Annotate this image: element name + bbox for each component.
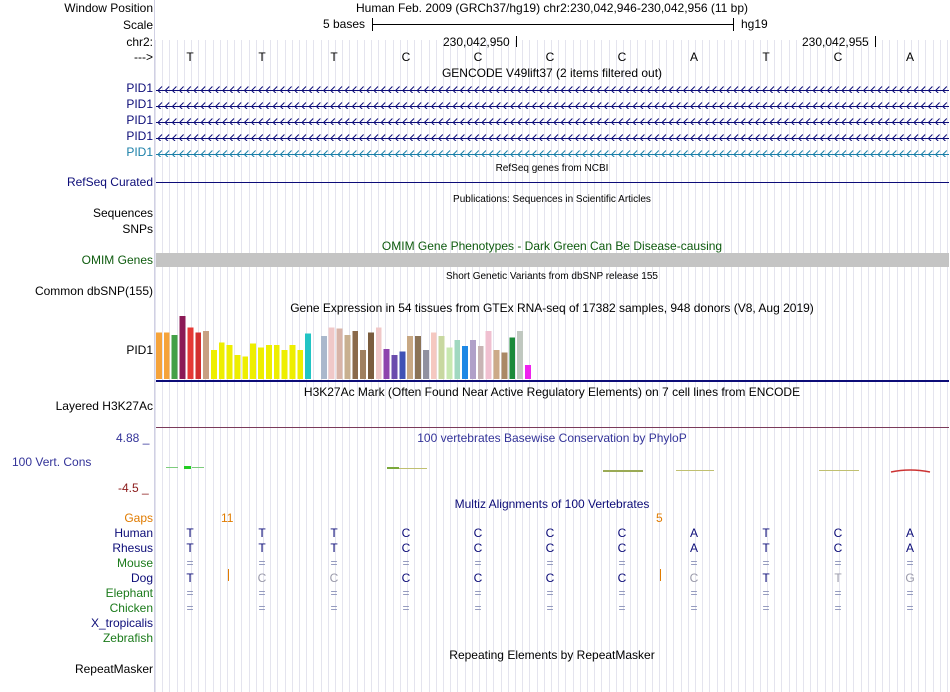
base-letter: T [258,50,266,64]
multiz-base: = [402,601,410,615]
multiz-base: C [617,526,627,540]
gtex-track-label[interactable]: PID1 [126,343,153,357]
multiz-species-label[interactable]: Zebrafish [102,631,153,645]
multiz-base: = [690,586,698,600]
multiz-base: = [186,586,194,600]
multiz-base: T [834,571,842,585]
base-letter: C [545,50,555,64]
multiz-base: C [257,571,267,585]
multiz-base: = [186,556,194,570]
multiz-base: = [834,586,842,600]
multiz-base: T [762,526,770,540]
gencode-gene-label[interactable]: PID1 [126,81,153,95]
multiz-base: T [258,541,266,555]
multiz-base: T [762,571,770,585]
multiz-base: = [762,556,770,570]
multiz-base: C [401,541,411,555]
gencode-gene-label[interactable]: PID1 [126,113,153,127]
gencode-gene-label[interactable]: PID1 [126,129,153,143]
multiz-base: C [401,526,411,540]
coordinate-label-a: 230,042,950 [443,35,510,49]
multiz-base: A [905,526,914,540]
multiz-species-label[interactable]: Dog [130,571,153,585]
scale-value: 5 bases [323,17,366,31]
h3k27ac-track-title: H3K27Ac Mark (Often Found Near Active Regulatory Elements) on 7 cell lines from ENCODE [303,385,801,399]
multiz-base: C [473,541,483,555]
multiz-species-label[interactable]: Rhesus [112,541,153,555]
publications-sequences-label[interactable]: Sequences [92,206,153,220]
conservation-min-label: -4.5 _ [118,481,149,495]
conservation-max-label: 4.88 _ [116,431,150,445]
multiz-base: C [473,571,483,585]
multiz-base: C [329,571,339,585]
multiz-base: = [834,556,842,570]
multiz-base: = [258,556,266,570]
publications-snps-label[interactable]: SNPs [122,222,153,236]
multiz-base: = [762,586,770,600]
h3k27ac-track-label[interactable]: Layered H3K27Ac [55,399,153,413]
multiz-base: = [762,601,770,615]
base-letter: T [186,50,194,64]
multiz-base: = [402,556,410,570]
multiz-base: T [762,541,770,555]
multiz-base: T [186,526,194,540]
multiz-base: = [330,556,338,570]
multiz-base: = [690,556,698,570]
window-position-value: Human Feb. 2009 (GRCh37/hg19) chr2:230,042,946-230,042,956 (11 bp) [355,1,749,15]
gencode-track-title: GENCODE V49lift37 (2 items filtered out) [441,66,663,80]
multiz-species-label[interactable]: Elephant [105,586,153,600]
base-letter: T [330,50,338,64]
refseq-track-label[interactable]: RefSeq Curated [66,175,153,189]
omim-track-label[interactable]: OMIM Genes [81,253,153,267]
multiz-base: = [906,556,914,570]
multiz-base: C [833,526,843,540]
multiz-base: T [330,541,338,555]
multiz-base: = [618,601,626,615]
coordinate-label-b: 230,042,955 [802,35,869,49]
base-letter: C [401,50,411,64]
multiz-base: C [617,571,627,585]
repeatmasker-track-title: Repeating Elements by RepeatMasker [449,648,655,662]
multiz-base: = [474,586,482,600]
strand-label: ---> [134,50,153,64]
multiz-base: C [545,571,555,585]
gencode-gene-label[interactable]: PID1 [126,145,153,159]
multiz-base: = [906,586,914,600]
scale-label: Scale [122,18,153,32]
multiz-base: = [546,586,554,600]
multiz-base: T [186,541,194,555]
omim-track-title: OMIM Gene Phenotypes - Dark Green Can Be Disease-causing [381,239,723,253]
multiz-base: A [689,541,698,555]
multiz-species-label[interactable]: Mouse [116,556,153,570]
multiz-base: = [258,601,266,615]
multiz-base: = [618,586,626,600]
dog-gap-marker-1 [228,569,229,581]
multiz-species-label[interactable]: X_tropicalis [90,616,153,630]
multiz-base: = [546,601,554,615]
chrom-label: chr2: [126,35,153,49]
window-position-label: Window Position [64,1,153,15]
multiz-base: = [330,586,338,600]
assembly-label: hg19 [741,17,768,31]
multiz-gap-count-1: 11 [221,511,234,525]
multiz-base: = [258,586,266,600]
multiz-base: C [617,541,627,555]
multiz-base: C [473,526,483,540]
dog-gap-marker-2 [660,569,661,581]
dbsnp-track-label[interactable]: Common dbSNP(155) [34,284,153,298]
conservation-track-title: 100 vertebrates Basewise Conservation by PhyloP [417,431,687,445]
multiz-base: = [474,556,482,570]
multiz-gap-count-2: 5 [656,511,663,525]
multiz-base: = [834,601,842,615]
multiz-track-title: Multiz Alignments of 100 Vertebrates [454,497,650,511]
base-letter: C [617,50,627,64]
multiz-base: A [689,526,698,540]
multiz-gaps-label: Gaps [124,511,153,525]
multiz-base: C [401,571,411,585]
multiz-base: C [545,526,555,540]
multiz-base: = [690,601,698,615]
multiz-base: A [905,541,914,555]
multiz-species-label[interactable]: Chicken [109,601,153,615]
gtex-track-title: Gene Expression in 54 tissues from GTEx RNA-seq of 17382 samples, 948 donors (V8, Aug 2019) [290,301,814,315]
gencode-gene-label[interactable]: PID1 [126,97,153,111]
multiz-base: = [474,601,482,615]
base-letter: A [905,50,914,64]
base-letter: T [762,50,770,64]
base-letter: A [689,50,698,64]
base-letter: C [473,50,483,64]
publications-track-title: Publications: Sequences in Scientific Articles [453,194,651,205]
conservation-track-label[interactable]: 100 Vert. Cons [12,455,92,469]
repeatmasker-track-label[interactable]: RepeatMasker [74,662,153,676]
multiz-base: T [186,571,194,585]
refseq-track-title: RefSeq genes from NCBI [495,163,609,174]
multiz-base: T [330,526,338,540]
base-letter: C [833,50,843,64]
multiz-base: = [546,556,554,570]
multiz-base: T [258,526,266,540]
multiz-base: = [402,586,410,600]
multiz-base: C [689,571,699,585]
multiz-species-label[interactable]: Human [114,526,153,540]
multiz-base: C [833,541,843,555]
multiz-base: G [905,571,915,585]
multiz-base: = [618,556,626,570]
multiz-base: C [545,541,555,555]
multiz-base: = [906,601,914,615]
dbsnp-track-title: Short Genetic Variants from dbSNP release 155 [446,271,658,282]
multiz-base: = [330,601,338,615]
multiz-base: = [186,601,194,615]
